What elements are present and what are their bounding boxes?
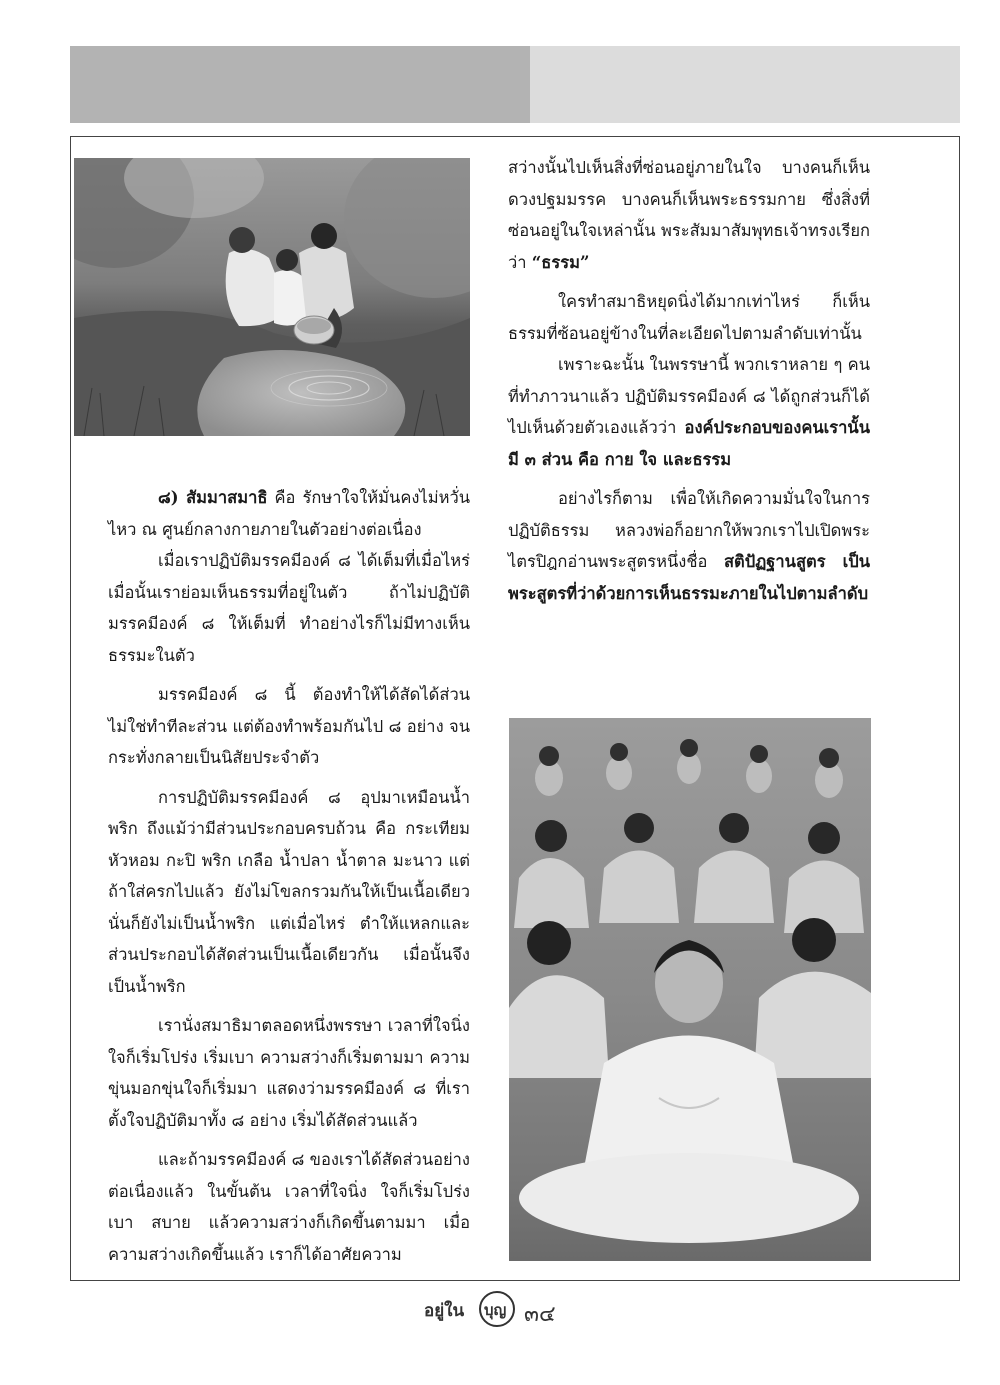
left-text-column	[108, 482, 470, 1270]
bold-phrase: สติปัฏฐานสูตร เป็นพระสูตรที่ว่าด้วยการเห็นธรรมะภายในไปตามลำดับ	[508, 552, 870, 603]
right-text-column	[508, 152, 870, 609]
paragraph-text: อย่างไรก็ตาม เพื่อให้เกิดความมั่นใจในการปฏิบัติธรรม หลวงพ่อก็อยากให้พวกเราไปเปิดพระไตรปิฎกอ่านพระสูตรหนึ่งชื่อ	[508, 489, 870, 571]
paragraph	[508, 152, 870, 278]
svg-text:บุญ: บุญ	[484, 1301, 507, 1319]
paragraph-text: เพราะฉะนั้น ในพรรษานี้ พวกเราหลาย ๆ คนที่ทำภาวนาแล้ว ปฏิบัติมรรคมีองค์ ๘ ได้ถูกส่วนก็ได้ไปเห็นด้วยตัวเองแล้วว่า	[508, 355, 870, 437]
svg-text:อยู่ใน: อยู่ใน	[424, 1301, 465, 1321]
paragraph-text: คือ รักษาใจให้มั่นคงไม่หวั่นไหว ณ ศูนย์กลางกายภายในตัวอย่างต่อเนื่อง	[108, 488, 471, 539]
bold-phrase: องค์ประกอบของคนเรานั้น มี ๓ ส่วน คือ กาย ใจ และธรรม	[508, 418, 870, 469]
paragraph	[508, 483, 870, 609]
paragraph: การปฏิบัติมรรคมีองค์ ๘ อุปมาเหมือนน้ำพริก ถึงแม้ว่ามีส่วนประกอบครบถ้วน คือ กระเทียม หัวหอม กะปิ พริก เกลือ น้ำปลา น้ำตาล มะนาว แต่ถ้าใส่ครกไปแล้ว ยังไม่โขลกรวมกันให้เป็นเนื้อเดียว นั่นก็ยังไม่เป็นน้ำพริก แต่เมื่อไหร่ ตำให้แหลกและส่วนประกอบได้สัดส่วนเป็นเนื้อเดียวกัน เมื่อนั้นจึงเป็นน้ำพริก	[108, 787, 470, 996]
paragraph: เมื่อเราปฏิบัติมรรคมีองค์ ๘ ได้เต็มที่เมื่อไหร่ เมื่อนั้นเราย่อมเห็นธรรมที่อยู่ในตัว ถ้าไม่ปฏิบัติมรรคมีองค์ ๘ ให้เต็มที่ ทำอย่างไรก็ไม่มีทางเห็นธรรมะในตัว	[108, 551, 470, 665]
paragraph: มรรคมีองค์ ๘ นี้ ต้องทำให้ได้สัดได้ส่วนไม่ใช่ทำทีละส่วน แต่ต้องทำพร้อมกันไป ๘ อย่าง จนกระทั่งกลายเป็นนิสัยประจำตัว	[108, 685, 470, 767]
header-bar-light	[530, 46, 960, 123]
header-bar-dark	[70, 46, 530, 123]
page-footer	[0, 1290, 1000, 1330]
paragraph-text: สว่างนั้นไปเห็นสิ่งที่ซ่อนอยู่ภายในใจ บางคนก็เห็นดวงปฐมมรรค บางคนก็เห็นพระธรรมกาย ซึ่งสิ่งที่ซ่อนอยู่ในใจเหล่านั้น พระสัมมาสัมพุทธเจ้าทรงเรียกว่า	[508, 158, 870, 272]
term-heading: ๘) สัมมาสมาธิ	[158, 488, 268, 507]
magazine-logo	[422, 1290, 522, 1328]
page-number: ๓๔	[524, 1302, 556, 1327]
paragraph: และถ้ามรรคมีองค์ ๘ ของเราได้สัดส่วนอย่างต่อเนื่องแล้ว ในขั้นต้น เวลาที่ใจนิ่ง ใจก็เริ่มโปร่ง เบา สบาย แล้วความสว่างก็เกิดขึ้นตามมา เมื่อความสว่างเกิดขึ้นแล้ว เราก็ได้อาศัยความ	[108, 1150, 470, 1264]
paragraph: ใครทำสมาธิหยุดนิ่งได้มากเท่าไหร่ ก็เห็นธรรมที่ซ้อนอยู่ข้างในที่ละเอียดไปตามลำดับเท่านั้น	[508, 292, 870, 343]
paragraph	[108, 482, 470, 545]
meditation-group-photo	[509, 718, 871, 1261]
family-pond-photo	[74, 158, 470, 436]
paragraph	[508, 349, 870, 475]
bold-term: “ธรรม”	[531, 252, 590, 272]
paragraph: เรานั่งสมาธิมาตลอดหนึ่งพรรษา เวลาที่ใจนิ่ง ใจก็เริ่มโปร่ง เริ่มเบา ความสว่างก็เริ่มตามมา ความขุ่นมอกขุ่นใจก็เริ่มมา แสดงว่ามรรคมีองค์ ๘ ที่เราตั้งใจปฏิบัติมาทั้ง ๘ อย่าง เริ่มได้สัดส่วนแล้ว	[108, 1016, 470, 1130]
